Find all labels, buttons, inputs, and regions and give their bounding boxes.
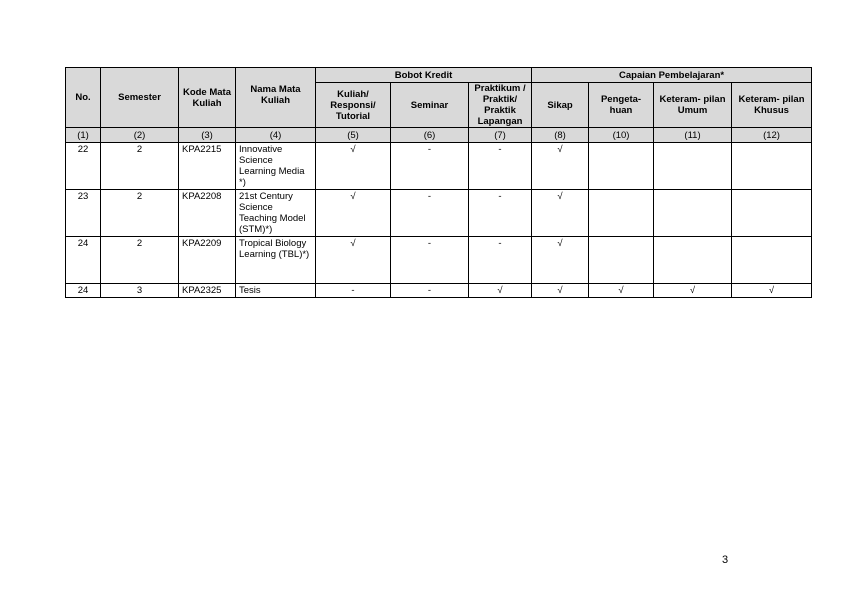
header-kode: Kode Mata Kuliah xyxy=(179,68,236,128)
cell-sikap: √ xyxy=(532,284,589,298)
cell-no: 24 xyxy=(66,284,101,298)
column-number: (3) xyxy=(179,128,236,143)
header-praktikum: Praktikum / Praktik/ Praktik Lapangan xyxy=(469,83,532,128)
header-sikap: Sikap xyxy=(532,83,589,128)
column-number: (6) xyxy=(391,128,469,143)
cell-sikap: √ xyxy=(532,237,589,284)
cell-sikap: √ xyxy=(532,190,589,237)
cell-seminar: - xyxy=(391,284,469,298)
column-number: (1) xyxy=(66,128,101,143)
page-number: 3 xyxy=(722,554,729,566)
cell-no: 24 xyxy=(66,237,101,284)
curriculum-table xyxy=(65,67,812,298)
cell-keterampilan-khusus xyxy=(732,237,812,284)
column-number: (12) xyxy=(732,128,812,143)
column-number: (10) xyxy=(589,128,654,143)
cell-kode: KPA2215 xyxy=(179,143,236,190)
cell-semester: 2 xyxy=(101,237,179,284)
cell-semester: 3 xyxy=(101,284,179,298)
column-number: (8) xyxy=(532,128,589,143)
cell-praktikum: - xyxy=(469,143,532,190)
header-nama: Nama Mata Kuliah xyxy=(236,68,316,128)
column-number: (7) xyxy=(469,128,532,143)
cell-kuliah: √ xyxy=(316,143,391,190)
cell-kode: KPA2209 xyxy=(179,237,236,284)
cell-seminar: - xyxy=(391,237,469,284)
cell-kuliah: √ xyxy=(316,190,391,237)
cell-no: 22 xyxy=(66,143,101,190)
header-row xyxy=(66,68,812,83)
cell-seminar: - xyxy=(391,190,469,237)
cell-praktikum: - xyxy=(469,237,532,284)
cell-seminar: - xyxy=(391,143,469,190)
cell-keterampilan-khusus: √ xyxy=(732,284,812,298)
cell-keterampilan-khusus xyxy=(732,190,812,237)
cell-pengetahuan xyxy=(589,190,654,237)
cell-pengetahuan xyxy=(589,237,654,284)
cell-pengetahuan xyxy=(589,143,654,190)
cell-keterampilan-umum xyxy=(654,190,732,237)
column-number: (11) xyxy=(654,128,732,143)
header-bobot-kredit: Bobot Kredit xyxy=(316,68,532,83)
header-no: No. xyxy=(66,68,101,128)
header-kuliah: Kuliah/ Responsi/ Tutorial xyxy=(316,83,391,128)
cell-praktikum: √ xyxy=(469,284,532,298)
table-row xyxy=(66,190,812,237)
cell-nama: 21st Century Science Teaching Model (STM)*) xyxy=(236,190,316,237)
table-row xyxy=(66,284,812,298)
cell-semester: 2 xyxy=(101,190,179,237)
table-row xyxy=(66,143,812,190)
cell-keterampilan-umum xyxy=(654,143,732,190)
column-number: (2) xyxy=(101,128,179,143)
column-number-row xyxy=(66,128,812,143)
cell-keterampilan-umum xyxy=(654,237,732,284)
cell-keterampilan-umum: √ xyxy=(654,284,732,298)
cell-semester: 2 xyxy=(101,143,179,190)
cell-kode: KPA2325 xyxy=(179,284,236,298)
cell-nama: Tropical Biology Learning (TBL)*) xyxy=(236,237,316,284)
cell-no: 23 xyxy=(66,190,101,237)
cell-pengetahuan: √ xyxy=(589,284,654,298)
cell-nama: Innovative Science Learning Media *) xyxy=(236,143,316,190)
header-keterampilan-umum: Keteram- pilan Umum xyxy=(654,83,732,128)
column-number: (4) xyxy=(236,128,316,143)
cell-kuliah: - xyxy=(316,284,391,298)
header-semester: Semester xyxy=(101,68,179,128)
cell-kuliah: √ xyxy=(316,237,391,284)
cell-praktikum: - xyxy=(469,190,532,237)
header-capaian-pembelajaran: Capaian Pembelajaran* xyxy=(532,68,812,83)
header-keterampilan-khusus: Keteram- pilan Khusus xyxy=(732,83,812,128)
cell-nama: Tesis xyxy=(236,284,316,298)
cell-keterampilan-khusus xyxy=(732,143,812,190)
header-pengetahuan: Pengeta- huan xyxy=(589,83,654,128)
cell-sikap: √ xyxy=(532,143,589,190)
table-row xyxy=(66,237,812,284)
column-number: (5) xyxy=(316,128,391,143)
cell-kode: KPA2208 xyxy=(179,190,236,237)
header-seminar: Seminar xyxy=(391,83,469,128)
